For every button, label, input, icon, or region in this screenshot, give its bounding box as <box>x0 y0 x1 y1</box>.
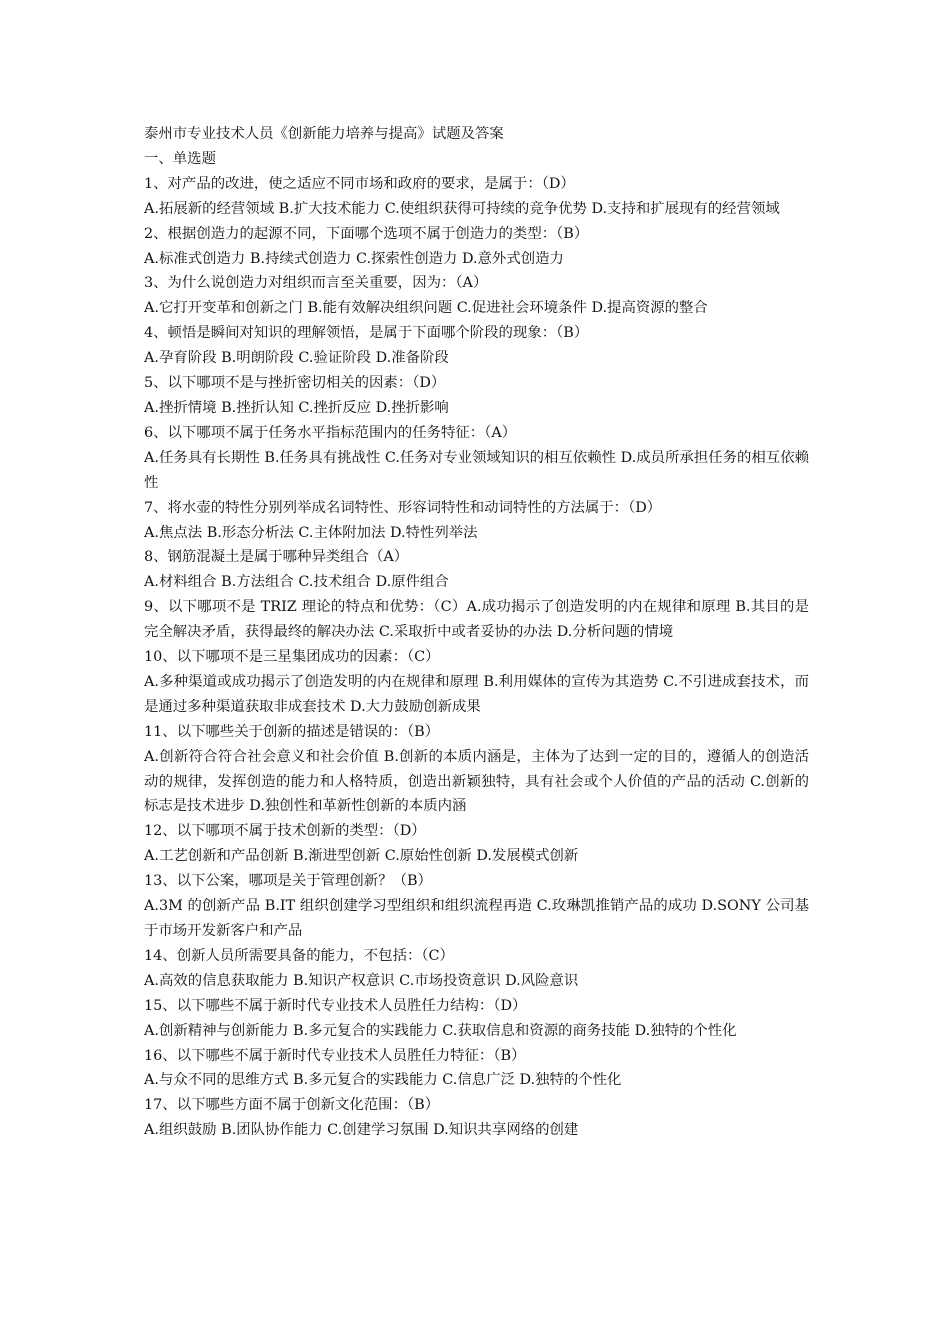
answer-options: A.创新精神与创新能力 B.多元复合的实践能力 C.获取信息和资源的商务技能 D.独特的个性化 <box>144 1022 737 1039</box>
question-text: 6、以下哪项不属于任务水平指标范围内的任务特征：（A） <box>144 424 517 441</box>
question-text: 16、以下哪些不属于新时代专业技术人员胜任力特征：（B） <box>144 1047 526 1064</box>
answer-options: A.创新符合符合社会意义和社会价值 B.创新的本质内涵是，主体为了达到一定的目的，遵循人的创造活动的规律，发挥创造的能力和人格特质，创造出新颖独特，具有社会或个人价值的产品的活动 C.创新的标志是技术进步 D.独创性和革新性创新的本质内涵 <box>144 748 809 815</box>
answer-options: A.焦点法 B.形态分析法 C.主体附加法 D.特性列举法 <box>144 524 478 541</box>
answer-options: A.任务具有长期性 B.任务具有挑战性 C.任务对专业领域知识的相互依赖性 D.成员所承担任务的相互依赖性 <box>144 449 809 491</box>
answer-options: A.高效的信息获取能力 B.知识产权意识 C.市场投资意识 D.风险意识 <box>144 972 579 989</box>
answer-options: A.标准式创造力 B.持续式创造力 C.探索性创造力 D.意外式创造力 <box>144 250 564 267</box>
question-list <box>144 172 809 1143</box>
question-text: 14、创新人员所需要具备的能力，不包括：（C） <box>144 947 454 964</box>
section-heading: 一、单选题 <box>144 150 216 167</box>
answer-options: A.3M 的创新产品 B.IT 组织创建学习型组织和组织流程再造 C.玫琳凯推销产品的成功 D.SONY 公司基于市场开发新客户和产品 <box>144 898 809 939</box>
question-text: 10、以下哪项不是三星集团成功的因素：（C） <box>144 649 440 666</box>
answer-options: A.与众不同的思维方式 B.多元复合的实践能力 C.信息广泛 D.独特的个性化 <box>144 1072 622 1089</box>
answer-options: A.材料组合 B.方法组合 C.技术组合 D.原件组合 <box>144 574 449 591</box>
question-text: 15、以下哪些不属于新时代专业技术人员胜任力结构：（D） <box>144 997 527 1014</box>
question-text: 8、钢筋混凝土是属于哪种异类组合（A） <box>144 549 409 566</box>
question-text: 11、以下哪些关于创新的描述是错误的：（B） <box>144 723 440 740</box>
document-page <box>144 122 809 1143</box>
answer-options: A.孕育阶段 B.明朗阶段 C.验证阶段 D.准备阶段 <box>144 350 449 367</box>
answer-options: A.拓展新的经营领域 B.扩大技术能力 C.使组织获得可持续的竞争优势 D.支持和扩展现有的经营领域 <box>144 200 780 217</box>
answer-options: A.组织鼓励 B.团队协作能力 C.创建学习氛围 D.知识共享网络的创建 <box>144 1122 579 1139</box>
question-text: 1、对产品的改进，使之适应不同市场和政府的要求，是属于：（D） <box>144 175 575 192</box>
answer-options: A.挫折情境 B.挫折认知 C.挫折反应 D.挫折影响 <box>144 399 449 416</box>
question-text: 13、以下公案，哪项是关于管理创新？（B） <box>144 873 432 890</box>
question-text: 12、以下哪项不属于技术创新的类型：（D） <box>144 823 426 840</box>
question-text: 4、顿悟是瞬间对知识的理解领悟，是属于下面哪个阶段的现象：（B） <box>144 325 589 342</box>
answer-options: A.多种渠道或成功揭示了创造发明的内在规律和原理 B.利用媒体的宣传为其造势 C.不引进成套技术，而是通过多种渠道获取非成套技术 D.大力鼓励创新成果 <box>144 673 809 715</box>
question-text: 2、根据创造力的起源不同，下面哪个选项不属于创造力的类型：（B） <box>144 225 589 242</box>
question-text: 17、以下哪些方面不属于创新文化范围：（B） <box>144 1097 440 1114</box>
answer-options: A.工艺创新和产品创新 B.渐进型创新 C.原始性创新 D.发展模式创新 <box>144 848 579 865</box>
question-text: 5、以下哪项不是与挫折密切相关的因素：（D） <box>144 375 446 392</box>
question-text: 7、将水壶的特性分别列举成名词特性、形容词特性和动词特性的方法属于：（D） <box>144 499 662 516</box>
answer-options: A.它打开变革和创新之门 B.能有效解决组织问题 C.促进社会环境条件 D.提高资源的整合 <box>144 300 708 317</box>
document-title: 泰州市专业技术人员《创新能力培养与提高》试题及答案 <box>144 126 504 142</box>
question-text: 3、为什么说创造力对组织而言至关重要，因为：（A） <box>144 275 488 292</box>
question-text: 9、以下哪项不是 TRIZ 理论的特点和优势：（C）A.成功揭示了创造发明的内在规律和原理 B.其目的是完全解决矛盾，获得最终的解决办法 C.采取折中或者妥协的办法 D.分析问题的情境 <box>144 599 809 641</box>
